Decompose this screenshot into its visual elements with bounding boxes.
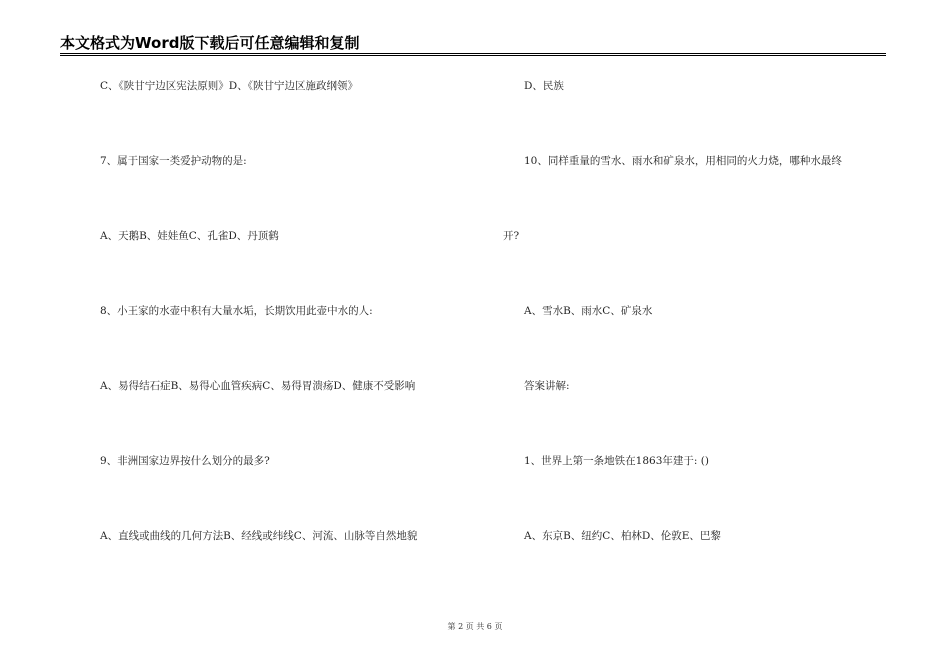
left-text-line: 9、非洲国家边界按什么划分的最多? bbox=[100, 455, 270, 467]
right-text-line: 10、同样重量的雪水、雨水和矿泉水，用相同的火力烧，哪种水最终 bbox=[524, 155, 842, 167]
left-text-line: 7、属于国家一类爱护动物的是: bbox=[100, 155, 247, 167]
page-number-footer: 第 2 页 共 6 页 bbox=[447, 622, 503, 631]
left-text-line: A、易得结石症B、易得心血管疾病C、易得胃溃疡D、健康不受影响 bbox=[100, 380, 416, 392]
document-header-title: 本文格式为Word版下载后可任意编辑和复制 bbox=[60, 34, 360, 52]
right-text-line: D、民族 bbox=[524, 80, 564, 92]
right-text-line: A、雪水B、雨水C、矿泉水 bbox=[524, 305, 653, 317]
right-text-line: A、东京B、纽约C、柏林D、伦敦E、巴黎 bbox=[524, 530, 721, 542]
left-text-line: A、天鹅B、娃娃鱼C、孔雀D、丹顶鹤 bbox=[100, 230, 279, 242]
right-text-line: 开? bbox=[503, 230, 520, 242]
left-text-line: 8、小王家的水壶中积有大量水垢，长期饮用此壶中水的人: bbox=[100, 305, 373, 317]
right-text-line: 1、世界上第一条地铁在1863年建于: () bbox=[524, 455, 709, 467]
right-text-line: 答案讲解: bbox=[524, 380, 570, 392]
header-rule-secondary bbox=[60, 55, 886, 56]
header-rule bbox=[60, 53, 886, 54]
left-text-line: A、直线或曲线的几何方法B、经线或纬线C、河流、山脉等自然地貌 bbox=[100, 530, 418, 542]
left-text-line: C、《陕甘宁边区宪法原则》D、《陕甘宁边区施政纲领》 bbox=[100, 80, 358, 92]
